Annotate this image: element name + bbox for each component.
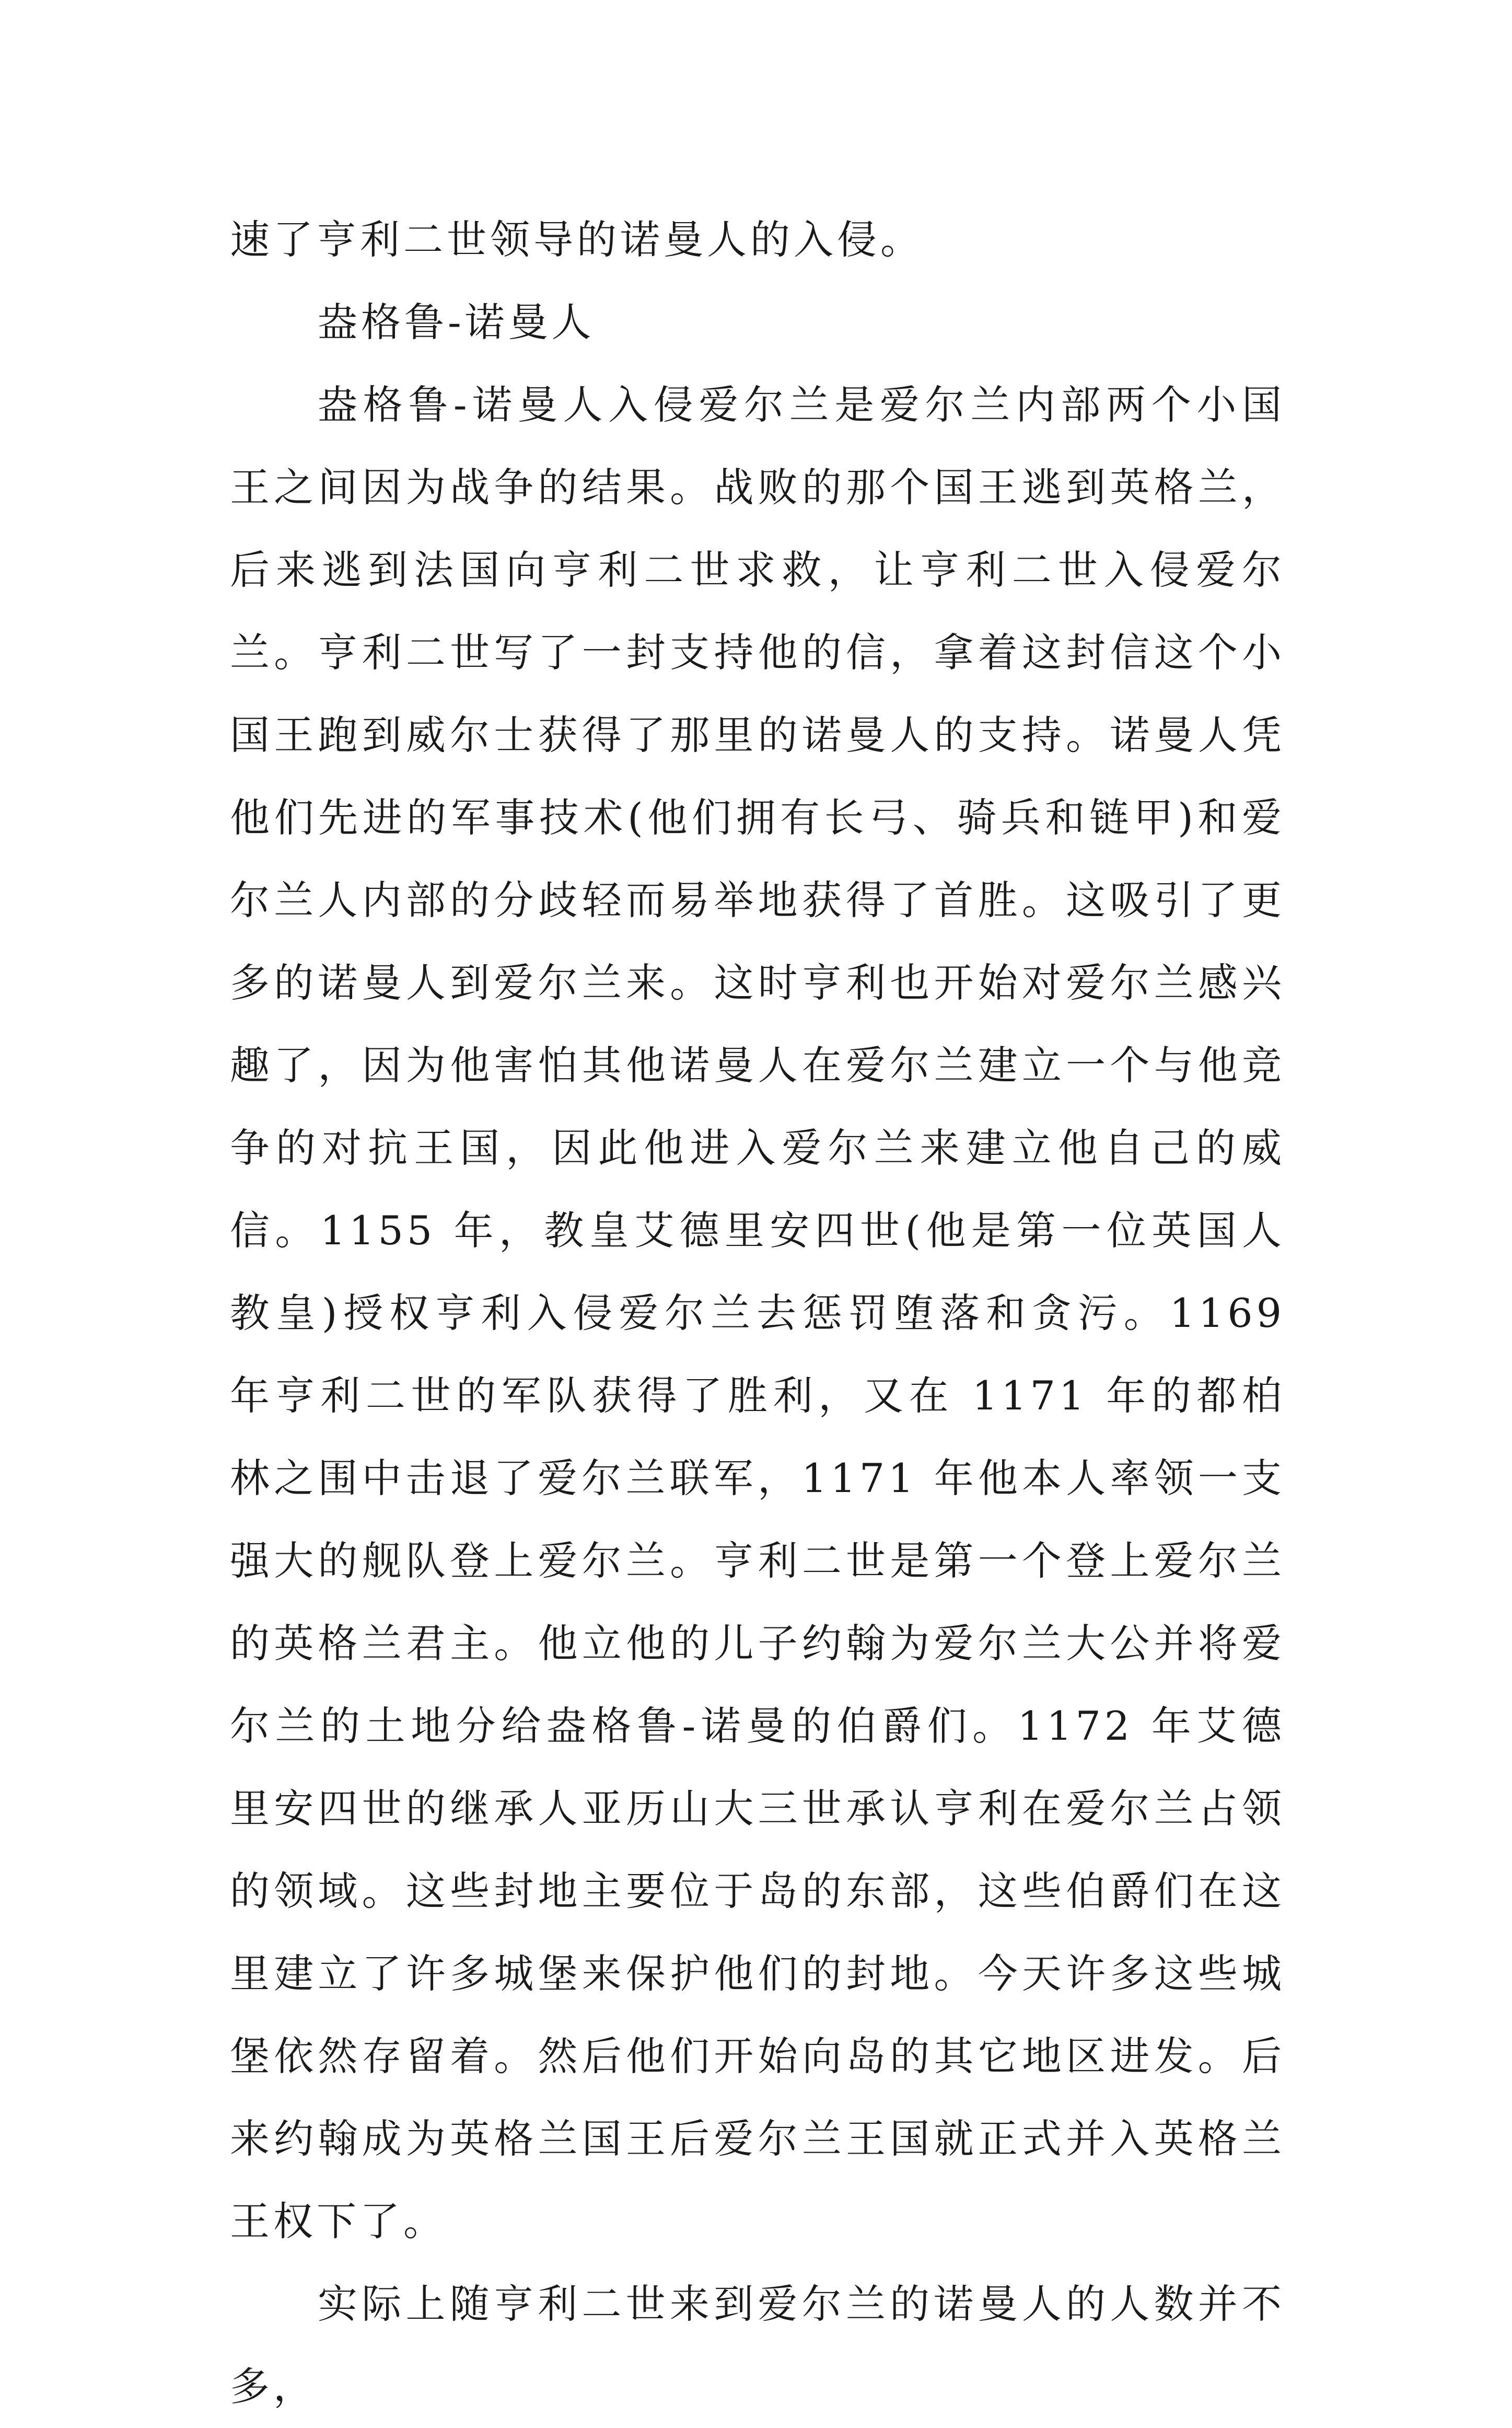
document-body	[230, 199, 1285, 2428]
section-heading: 盎格鲁-诺曼人	[318, 299, 595, 345]
paragraph-continuation: 速了亨利二世领导的诺曼人的入侵。	[230, 216, 924, 263]
paragraph: 盎格鲁-诺曼人入侵爱尔兰是爱尔兰内部两个小国王之间因为战争的结果。战败的那个国王逃到英格兰，后来逃到法国向亨利二世求救，让亨利二世入侵爱尔兰。亨利二世写了一封支持他的信，拿着这封信这个小国王跑到威尔士获得了那里的诺曼人的支持。诺曼人凭他们先进的军事技术(他们拥有长弓、骑兵和链甲)和爱尔兰人内部的分歧轻而易举地获得了首胜。这吸引了更多的诺曼人到爱尔兰来。这时亨利也开始对爱尔兰感兴趣了，因为他害怕其他诺曼人在爱尔兰建立一个与他竞争的对抗王国，因此他进入爱尔兰来建立他自己的威信。1155 年，教皇艾德里安四世(他是第一位英国人教皇)授权亨利入侵爱尔兰去惩罚堕落和贪污。1169 年亨利二世的军队获得了胜利，又在 1171 年的都柏林之围中击退了爱尔兰联军，1171 年他本人率领一支强大的舰队登上爱尔兰。亨利二世是第一个登上爱尔兰的英格兰君主。他立他的儿子约翰为爱尔兰大公并将爱尔兰的土地分给盎格鲁-诺曼的伯爵们。1172 年艾德里安四世的继承人亚历山大三世承认亨利在爱尔兰占领的领域。这些封地主要位于岛的东部，这些伯爵们在这里建立了许多城堡来保护他们的封地。今天许多这些城堡依然存留着。然后他们开始向岛的其它地区进发。后来约翰成为英格兰国王后爱尔兰王国就正式并入英格兰王权下了。	[230, 381, 1285, 2245]
paragraph: 实际上随亨利二世来到爱尔兰的诺曼人的人数并不多，	[230, 2281, 1285, 2410]
